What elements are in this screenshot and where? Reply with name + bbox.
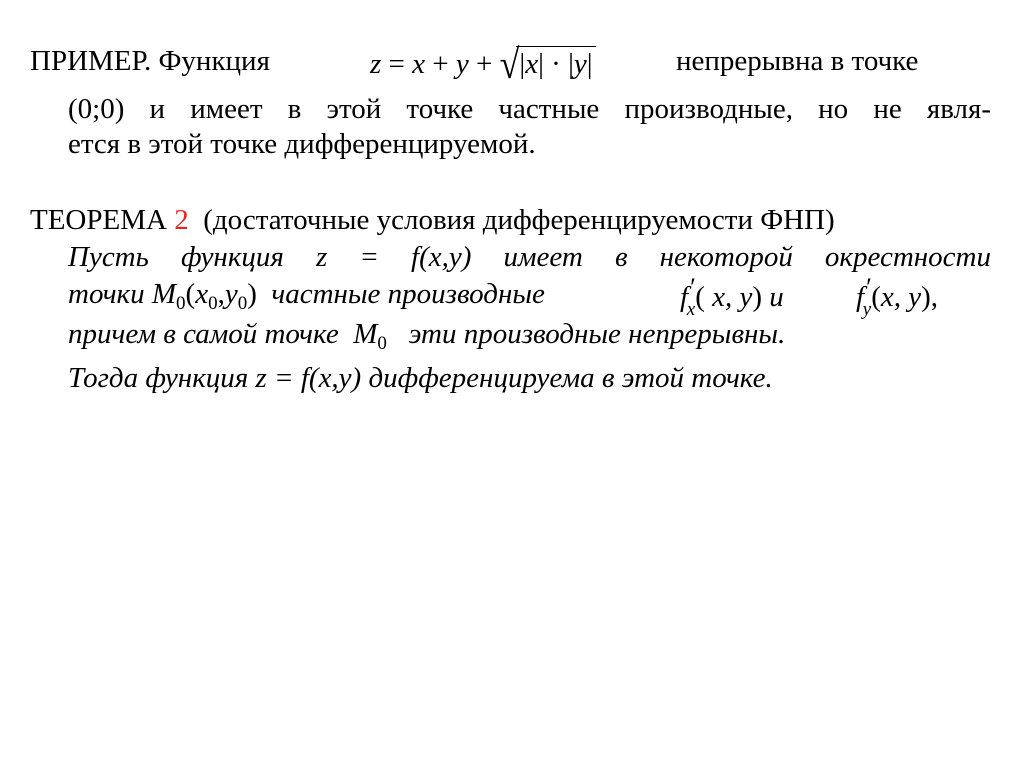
theorem-line2-mid: частные производные [271, 278, 545, 310]
subscript-zero: 0 [176, 293, 186, 314]
abs-bar-icon: | [568, 48, 574, 80]
prime-mark: ′ [690, 273, 696, 302]
subscript-y: y [862, 299, 872, 320]
var-y: y [573, 48, 587, 80]
subscript-x: x [686, 299, 696, 320]
example-heading-text: ПРИМЕР. Функция [30, 45, 270, 77]
var-m: M [151, 278, 177, 310]
point-m0: $M_0(x_0,y_0)$ [151, 278, 257, 314]
var-x: x [525, 48, 539, 80]
abs-bar-icon: | [538, 48, 544, 80]
theorem-number: 2 [174, 204, 189, 236]
var-z: z [370, 48, 382, 80]
theorem-line3-lead: причем в самой точке [68, 318, 339, 350]
var-x: x [412, 48, 426, 80]
theorem-line1-text: Пусть функция z = f(x,y) имеет в некоторой окрестности [68, 241, 991, 273]
theorem-line1 [68, 240, 991, 274]
abs-bar-icon: | [519, 48, 526, 80]
theorem-line2-lead: точки [68, 278, 145, 310]
square-root [499, 41, 596, 87]
args-close: ) [921, 281, 931, 313]
theorem-line3 [68, 317, 786, 354]
subscript-zero: 0 [208, 293, 218, 314]
example-formula [370, 41, 596, 87]
theorem-heading [30, 203, 835, 237]
abs-bar-icon: | [586, 48, 593, 80]
theorem-title: (достаточные условия дифференцируемости ФНП) [203, 204, 835, 236]
plus-sign: + [476, 48, 493, 80]
example-line2-text: (0;0) и имеет в этой точке частные производные, но не явля- [68, 93, 991, 125]
prime-mark: ′ [866, 273, 872, 302]
theorem-line3-tail: эти производные непрерывны. [408, 318, 786, 350]
theorem-label: ТЕОРЕМА [30, 204, 167, 236]
var-m: M [353, 318, 378, 350]
comma: , [217, 278, 225, 310]
partial-fy [856, 273, 939, 320]
args-body: x, y [704, 281, 753, 313]
subscript-zero: 0 [377, 333, 387, 354]
subscript-zero: 0 [237, 293, 248, 314]
var-y: y [224, 278, 238, 310]
example-line1-tail-text: непрерывна в точке [676, 45, 919, 77]
radical-icon: √ [499, 41, 520, 87]
example-line3 [68, 127, 536, 161]
radicand [516, 46, 595, 81]
plus-sign: + [432, 48, 449, 80]
partial-fx [680, 273, 784, 320]
var-y: y [455, 48, 469, 80]
trailing-comma: , [930, 281, 939, 313]
conjunction-and: и [769, 281, 784, 313]
example-heading [30, 44, 270, 78]
theorem-line4-text: Тогда функция z = f(x,y) дифференцируема в этой точке. [68, 362, 773, 394]
example-line3-text: ется в этой точке дифференцируемой. [68, 128, 536, 160]
args-open: ( [871, 281, 881, 313]
theorem-line4 [68, 361, 773, 395]
example-line1-tail [676, 44, 918, 78]
var-x: x [195, 278, 209, 310]
dot-operator: · [551, 48, 561, 80]
args-body: x, y [880, 281, 922, 313]
func-f: f [680, 281, 689, 313]
args: ( [695, 281, 705, 313]
example-line2 [68, 92, 991, 126]
equals-sign: = [388, 48, 405, 80]
theorem-line2 [68, 277, 545, 314]
func-f: f [856, 281, 865, 313]
args-close: ) [752, 281, 763, 313]
